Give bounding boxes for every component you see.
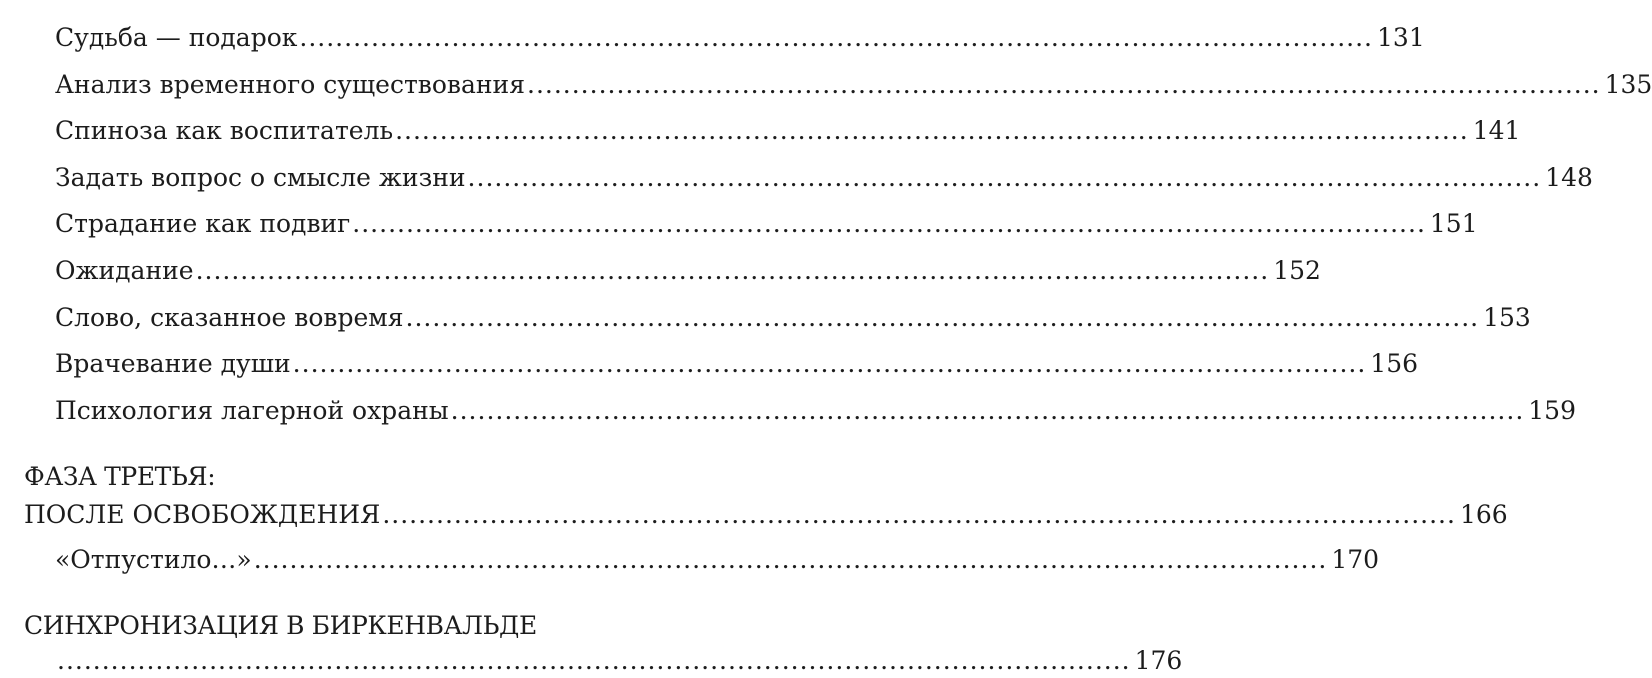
toc-entry-page: 152 xyxy=(1273,256,1321,285)
toc-entry xyxy=(55,68,1652,102)
toc-entry xyxy=(55,394,1576,428)
toc-entry-page: 170 xyxy=(1331,545,1380,574)
toc-entry-title: Анализ временного существования xyxy=(55,70,525,99)
toc-entry xyxy=(55,254,1321,288)
dot-leader: ........................................................................................................................ xyxy=(57,646,1131,675)
dot-leader: ........................................................................................................................ xyxy=(253,545,1328,574)
toc-row xyxy=(0,347,1419,381)
dot-leader: ........................................................................................................................ xyxy=(195,256,1270,285)
dot-leader: ........................................................................................................................ xyxy=(292,349,1367,378)
dot-leader: ........................................................................................................................ xyxy=(527,70,1601,99)
toc-entry xyxy=(55,207,1478,241)
toc-entry-title: ПОСЛЕ ОСВОБОЖДЕНИЯ xyxy=(24,500,381,529)
toc-row xyxy=(0,207,1478,241)
toc-entry xyxy=(55,21,1425,55)
toc-row xyxy=(0,114,1521,148)
toc-entry-page: 156 xyxy=(1370,349,1419,378)
toc-entry-title: Спиноза как воспитатель xyxy=(55,116,394,145)
toc-entry-title: Ожидание xyxy=(55,256,194,285)
toc-entry xyxy=(55,347,1419,381)
toc-entry xyxy=(55,114,1521,148)
toc-entry-title: Страдание как подвиг xyxy=(55,209,351,238)
toc-row xyxy=(0,301,1531,335)
toc-entry-page: 176 xyxy=(1134,646,1183,675)
toc-entry-title: Задать вопрос о смысле жизни xyxy=(55,163,466,192)
toc-entry-page: 159 xyxy=(1528,396,1576,425)
dot-leader: ........................................................................................................................ xyxy=(450,396,1525,425)
toc-row xyxy=(0,161,1593,195)
dot-leader: ........................................................................................................................ xyxy=(382,500,1456,529)
toc-entry-title: Врачевание души xyxy=(55,349,291,378)
toc-row xyxy=(0,543,1380,577)
toc-entry-page: 166 xyxy=(1459,500,1508,529)
toc-row xyxy=(0,254,1321,288)
dot-leader: ........................................................................................................................ xyxy=(352,209,1426,238)
toc-entry-page: 135 xyxy=(1604,70,1652,99)
toc-row xyxy=(0,498,1508,532)
toc-entry-page: 151 xyxy=(1429,209,1478,238)
toc-entry xyxy=(55,301,1531,335)
toc-row xyxy=(0,394,1576,428)
section-heading: СИНХРОНИЗАЦИЯ В БИРКЕНВАЛЬДЕ xyxy=(24,611,537,640)
part-heading: ФАЗА ТРЕТЬЯ: xyxy=(24,462,216,491)
toc-entry-title: Судьба — подарок xyxy=(55,23,298,52)
toc-row xyxy=(0,21,1425,55)
toc-entry-title: Слово, сказанное вовремя xyxy=(55,303,404,332)
toc-entry-page: 148 xyxy=(1545,163,1593,192)
toc-row-partial xyxy=(0,644,1183,678)
toc-entry xyxy=(55,543,1380,577)
toc-entry-title: Психология лагерной охраны xyxy=(55,396,449,425)
dot-leader: ........................................................................................................................ xyxy=(299,23,1374,52)
dot-leader: ........................................................................................................................ xyxy=(395,116,1469,145)
toc-entry xyxy=(24,498,1508,532)
toc-entry-page: 153 xyxy=(1483,303,1531,332)
dot-leader: ........................................................................................................................ xyxy=(467,163,1542,192)
toc-entry-title: «Отпустило…» xyxy=(55,545,252,574)
toc-entry-page: 131 xyxy=(1377,23,1425,52)
dot-leader: ........................................................................................................................ xyxy=(405,303,1480,332)
toc-entry xyxy=(55,644,1183,678)
toc-entry xyxy=(55,161,1593,195)
toc-entry-page: 141 xyxy=(1472,116,1521,145)
toc-row xyxy=(0,68,1652,102)
